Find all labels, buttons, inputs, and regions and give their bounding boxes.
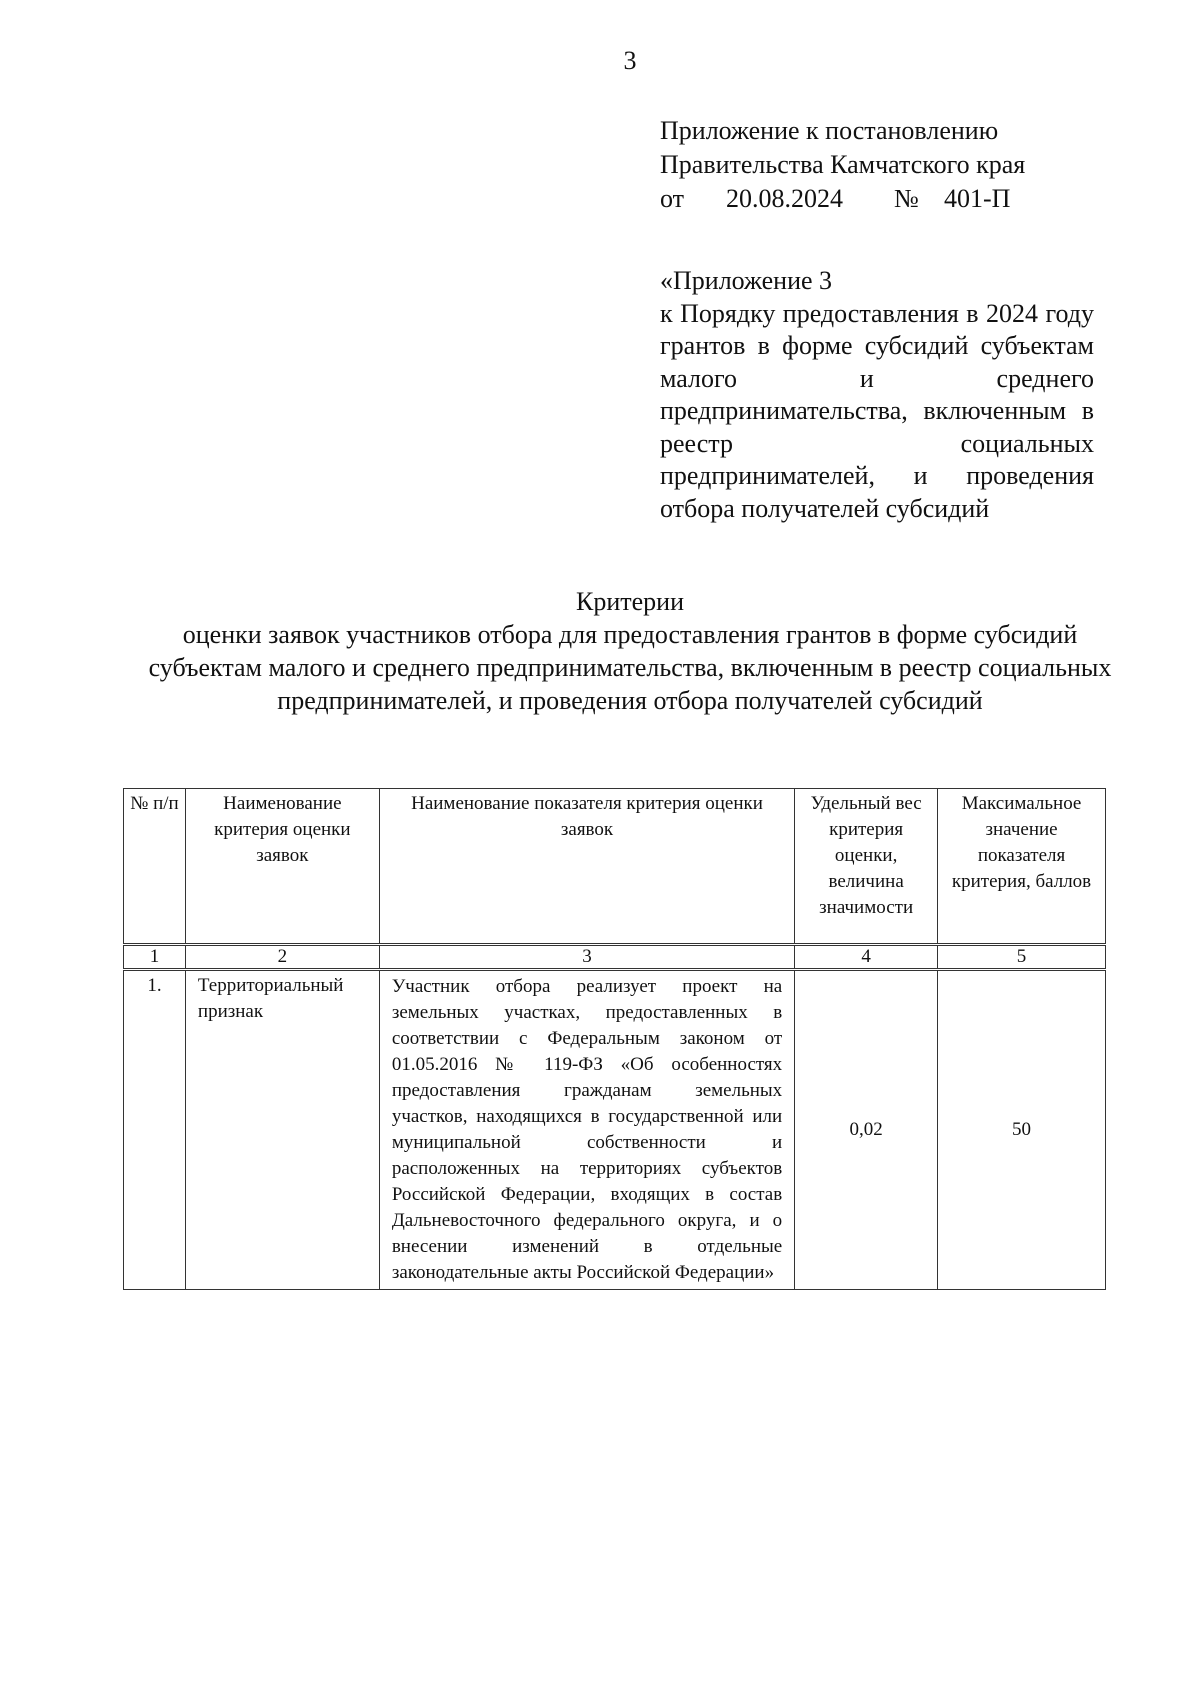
order-from-label: от bbox=[660, 184, 685, 213]
column-number: 1 bbox=[124, 945, 186, 970]
table-column-numbers-row bbox=[124, 945, 1106, 970]
document-title bbox=[138, 585, 1122, 717]
column-number: 2 bbox=[185, 945, 379, 970]
appendix-title: «Приложение 3 bbox=[660, 266, 833, 295]
order-date: 20.08.2024 bbox=[726, 184, 843, 213]
appendix-header-line-1: Приложение к постановлению bbox=[660, 116, 999, 145]
order-details bbox=[660, 182, 1025, 216]
row-indicator: Участник отбора реализует проект на земельных участках, предоставленных в соответствии с Федеральным законом от 01.05.2016 № 119-ФЗ «Об особенностях предоставления гражданам земельных участков, находящихся в государственной или муниципальной собственности и расположенных на территориях субъектов Российской Федерации, входящих в состав Дальневосточного федерального округа, и о внесении изменений в отдельные законодательные акты Российской Федерации» bbox=[379, 970, 794, 1290]
appendix-block bbox=[660, 265, 1094, 525]
order-number: 401-П bbox=[944, 184, 1011, 213]
row-weight: 0,02 bbox=[795, 970, 938, 1290]
header-indicator: Наименование показателя критерия оценки заявок bbox=[379, 789, 794, 945]
column-number: 4 bbox=[795, 945, 938, 970]
header-weight: Удельный вес критерия оценки, величина значимости bbox=[795, 789, 938, 945]
title-subtitle: оценки заявок участников отбора для предоставления грантов в форме субсидий субъектам малого и среднего предпринимательства, включенным в реестр социальных предпринимателей, и проведения отбора получателей субсидий bbox=[148, 620, 1112, 715]
row-criterion: Территориальный признак bbox=[185, 970, 379, 1290]
header-num: № п/п bbox=[124, 789, 186, 945]
column-number: 3 bbox=[379, 945, 794, 970]
appendix-header-line-2: Правительства Камчатского края bbox=[660, 150, 1026, 179]
table-row bbox=[124, 970, 1106, 1290]
page-number: 3 bbox=[623, 46, 637, 75]
order-number-sign: № bbox=[894, 184, 919, 213]
appendix-body: к Порядку предоставления в 2024 году грантов в форме субсидий субъектам малого и среднего предпринимательства, включенным в реестр социальных предпринимателей, и проведения отбора получателей субсидий bbox=[660, 298, 1094, 523]
header-criterion: Наименование критерия оценки заявок bbox=[185, 789, 379, 945]
criteria-table bbox=[123, 788, 1106, 1290]
appendix-header bbox=[660, 114, 1025, 216]
title-heading: Критерии bbox=[576, 587, 684, 616]
header-max-value: Максимальное значение показателя критерия, баллов bbox=[938, 789, 1106, 945]
row-num: 1. bbox=[124, 970, 186, 1290]
column-number: 5 bbox=[938, 945, 1106, 970]
table-header-row bbox=[124, 789, 1106, 945]
row-max-value: 50 bbox=[938, 970, 1106, 1290]
